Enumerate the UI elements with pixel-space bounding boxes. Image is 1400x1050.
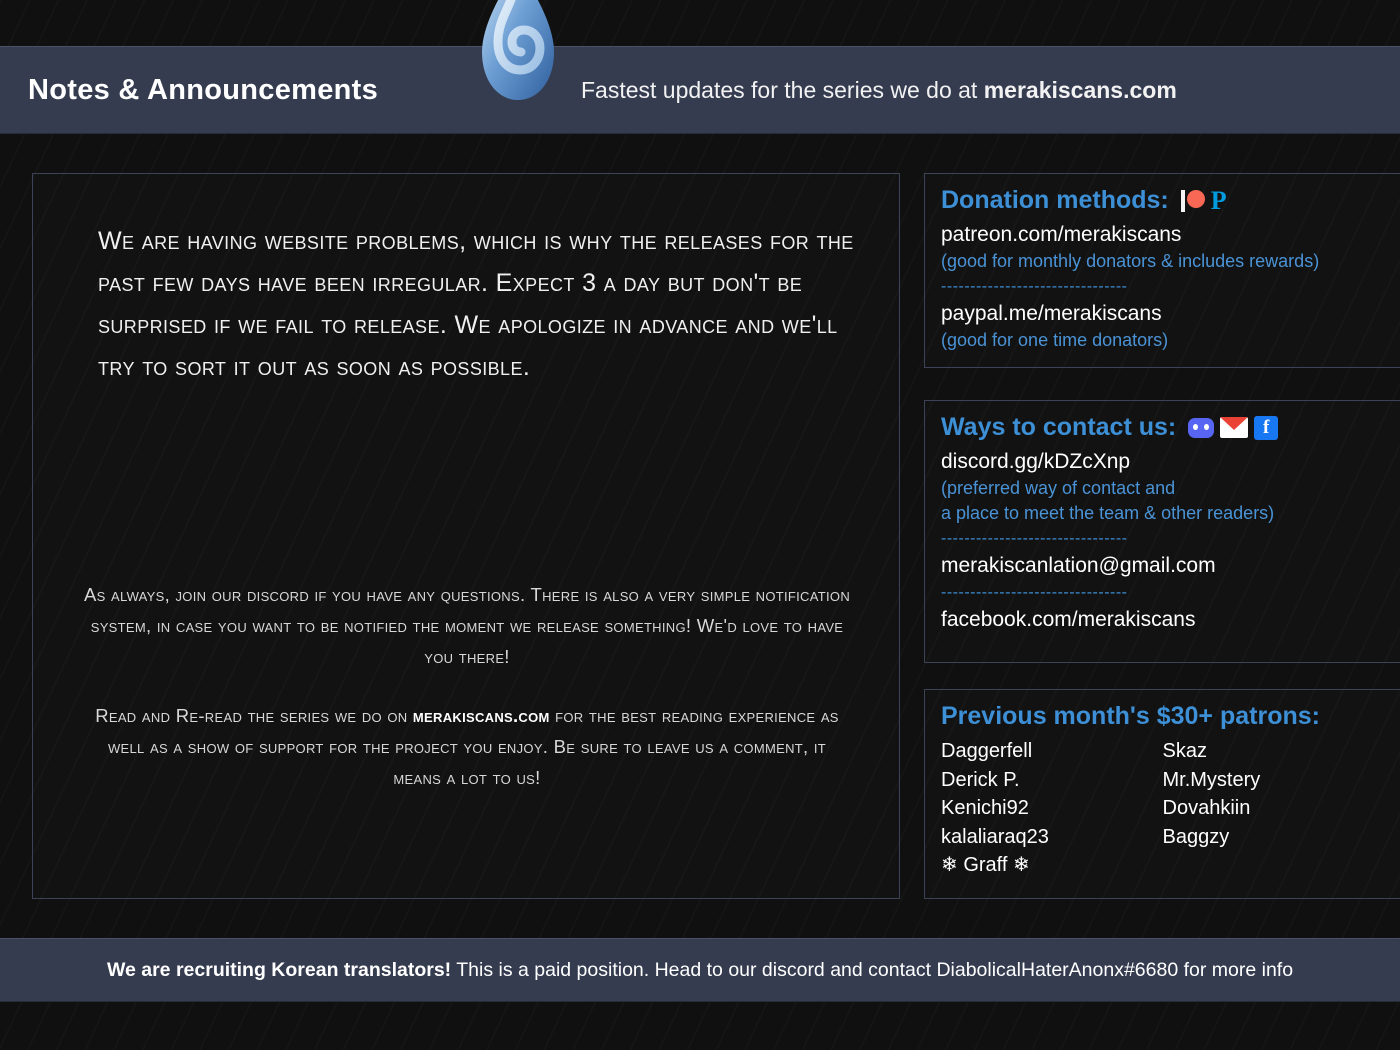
recruitment-notice: [107, 959, 1293, 982]
discord-icon: [1188, 418, 1214, 438]
announcement-panel: [32, 173, 900, 899]
header-subtitle-text: Fastest updates for the series we do at: [581, 76, 984, 103]
contact-icons: [1188, 416, 1278, 440]
gmail-icon: [1220, 417, 1248, 438]
contact-divider-1: --------------------------------: [941, 530, 1128, 547]
list-item: Daggerfell: [941, 740, 1033, 762]
list-item: Skaz: [1162, 740, 1207, 762]
list-item: Mr.Mystery: [1162, 768, 1261, 791]
paypal-note: (good for one time donators): [941, 330, 1169, 350]
contact-card-title: [941, 413, 1384, 442]
patrons-column-left: [941, 737, 1163, 880]
footer-bar: [0, 938, 1400, 1002]
header-subtitle: [581, 77, 1177, 104]
patrons-columns: [941, 737, 1384, 880]
email-link[interactable]: merakiscanlation@gmail.com: [941, 554, 1216, 577]
list-item: kalaliaraq23: [941, 825, 1049, 848]
donation-methods-card: [924, 173, 1400, 368]
contact-card-title-text: Ways to contact us:: [941, 413, 1177, 441]
donation-divider: --------------------------------: [941, 278, 1128, 295]
discord-link[interactable]: discord.gg/kDZcXnp: [941, 450, 1131, 473]
patrons-card-title: Previous month's $30+ patrons:: [941, 702, 1320, 730]
recruitment-headline: We are recruiting Korean translators!: [106, 958, 452, 981]
recruitment-detail: This is a paid position. Head to our discord and contact DiabolicalHaterAnonx#6680 for more info: [451, 958, 1294, 981]
discord-note-line-2: a place to meet the team & other readers): [941, 503, 1275, 523]
paypal-icon: P: [1210, 185, 1227, 215]
donation-icons: [1181, 185, 1237, 215]
page-title: Notes & Announcements: [28, 73, 379, 106]
patreon-link[interactable]: patreon.com/merakiscans: [941, 223, 1182, 246]
site-promo-pre: Read and Re-read the series we do on: [95, 705, 413, 726]
list-item: Dovahkiin: [1162, 797, 1251, 819]
header-site-link[interactable]: merakiscans.com: [983, 76, 1177, 103]
discord-note-line-1: (preferred way of contact and: [941, 478, 1176, 498]
patreon-note: (good for monthly donators & includes rewards): [941, 251, 1320, 271]
site-promo-text: [83, 700, 851, 793]
facebook-icon: f: [1254, 416, 1278, 440]
site-promo-link[interactable]: merakiscans.com: [412, 705, 550, 726]
donation-card-title-text: Donation methods:: [941, 186, 1169, 214]
contact-divider-2: --------------------------------: [941, 584, 1128, 601]
patrons-card: [924, 689, 1400, 899]
paypal-link[interactable]: paypal.me/merakiscans: [941, 302, 1162, 325]
contact-methods-card: [924, 400, 1400, 663]
secondary-announcement: [83, 579, 851, 793]
list-item: Derick P.: [941, 768, 1020, 791]
water-droplet-icon: [470, 0, 566, 106]
discord-invite-text: As always, join our discord if you have any questions. There is also a very simple notification system, in case you want to be notified the moment we release something! We'd love to have you there!: [83, 584, 851, 667]
main-announcement-text: We are having website problems, which is why the releases for the past few days have been irregular. Expect 3 a day but don't be surprised if we fail to release. We apologize in advance and we'll try to sort it out as soon as possible.: [98, 227, 854, 381]
donation-card-title: [941, 186, 1384, 215]
list-item: ❄ Graff ❄: [941, 854, 1030, 876]
patreon-icon: [1181, 189, 1205, 213]
facebook-link[interactable]: facebook.com/merakiscans: [941, 608, 1196, 631]
patrons-column-right: [1163, 737, 1385, 880]
site-promo-post: for the best reading experience as well as a show of support for the project you enjoy. Be sure to leave us a comment, it means a lot to us!: [107, 705, 839, 788]
logo: [470, 0, 566, 106]
list-item: Baggzy: [1162, 825, 1230, 848]
list-item: Kenichi92: [941, 797, 1029, 819]
header-bar: [0, 46, 1400, 134]
